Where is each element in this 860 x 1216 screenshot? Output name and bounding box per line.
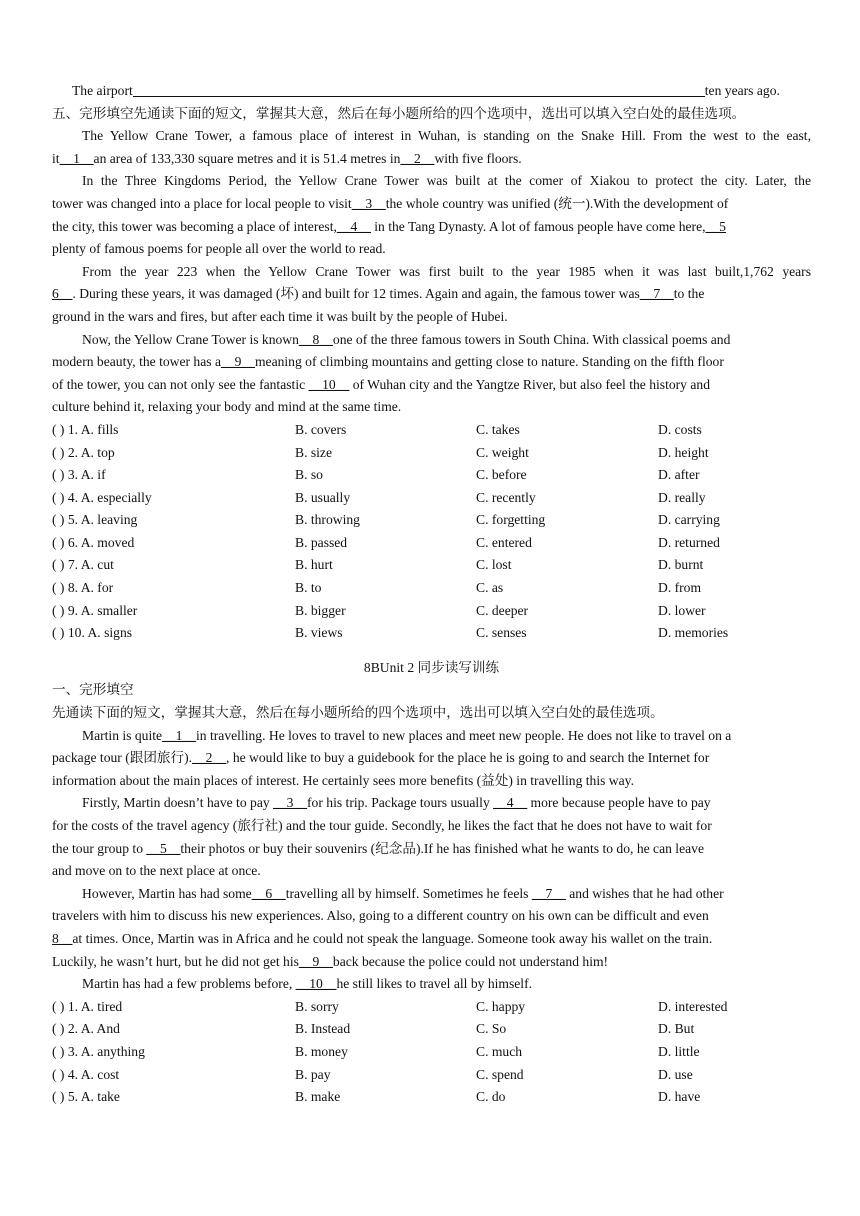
- passage-line: information about the main places of interest. He certainly sees more benefits (益处) in travelling this way.: [52, 772, 634, 788]
- passage-paragraph: [52, 973, 811, 996]
- passage-line: ground in the wars and fires, but after each time it was built by the people of Hubei.: [52, 308, 508, 324]
- question-row[interactable]: ( ) 2. A. top B. size C. weight D. height: [52, 444, 709, 460]
- blank-2[interactable]: __2__: [400, 150, 435, 166]
- passage-paragraph: [52, 725, 811, 793]
- blank-3[interactable]: __3__: [351, 195, 386, 211]
- passage-paragraph: [52, 261, 811, 329]
- blank-8[interactable]: 8: [52, 930, 59, 946]
- answer-blank[interactable]: [133, 80, 705, 97]
- passage-paragraph: [52, 170, 811, 260]
- passage-line: Martin is quite__1__in travelling. He loves to travel to new places and meet new people. He does not like to travel on a: [82, 727, 732, 743]
- blank-9[interactable]: __9__: [220, 354, 255, 370]
- section-heading: 一、完形填空: [52, 682, 134, 698]
- blank-6[interactable]: 6: [52, 286, 59, 302]
- question-row[interactable]: ( ) 4. A. especially B. usually C. recently D. really: [52, 489, 706, 505]
- question-row[interactable]: ( ) 2. A. And B. Instead C. So D. But: [52, 1021, 695, 1037]
- blank-9[interactable]: __9__: [298, 953, 333, 969]
- blank-6[interactable]: __6__: [251, 885, 286, 901]
- airport-prefix: The airport: [72, 83, 133, 98]
- section-heading: 五、完形填空先通读下面的短文，掌握其大意，然后在每小题所给的四个选项中，选出可以填入空白处的最佳选项。: [52, 105, 746, 121]
- blank-10[interactable]: __10__: [295, 976, 337, 992]
- passage-paragraph: [52, 792, 811, 882]
- question-row[interactable]: ( ) 4. A. cost B. pay C. spend D. use: [52, 1066, 693, 1082]
- passage-line: 6__. During these years, it was damaged (坏) and built for 12 times. Again and again, the famous tower was__7__to the: [52, 286, 705, 302]
- airport-suffix: ten years ago.: [704, 83, 780, 98]
- passage-line: However, Martin has had some__6__travelling all by himself. Sometimes he feels __7__ and wishes that he had other: [82, 885, 724, 901]
- passage-line: Now, the Yellow Crane Tower is known__8__one of the three famous towers in South China. With classical poems and: [82, 331, 731, 347]
- blank-7[interactable]: __7__: [639, 286, 674, 302]
- passage-line: the city, this tower was becoming a place of interest,__4__ in the Tang Dynasty. A lot of famous people have come here,__5: [52, 218, 726, 234]
- airport-sentence: [52, 80, 811, 103]
- blank-2[interactable]: __2__: [192, 750, 227, 766]
- passage-paragraph: [52, 883, 811, 973]
- blank-1[interactable]: __1__: [59, 150, 94, 166]
- question-row[interactable]: ( ) 9. A. smaller B. bigger C. deeper D. lower: [52, 602, 706, 618]
- blank-4[interactable]: __4__: [336, 218, 371, 234]
- question-row[interactable]: ( ) 1. A. tired B. sorry C. happy D. interested: [52, 998, 728, 1014]
- passage-line: it__1__an area of 133,330 square metres and it is 51.4 metres in__2__with five floors.: [52, 150, 522, 166]
- instruction-text: 先通读下面的短文，掌握其大意，然后在每小题所给的四个选项中，选出可以填入空白处的最佳选项。: [52, 705, 664, 721]
- passage-line: Luckily, he wasn’t hurt, but he did not get his__9__back because the police could not understand him!: [52, 953, 609, 969]
- unit-title: 8BUnit 2 同步读写训练: [363, 659, 500, 675]
- passage-line: of the tower, you can not only see the fantastic __10__ of Wuhan city and the Yangtze River, but also feel the history and: [52, 376, 711, 392]
- passage-line: The Yellow Crane Tower, a famous place of interest in Wuhan, is standing on the Snake Hill. From the west to the east,: [82, 128, 811, 144]
- blank-1[interactable]: __1__: [162, 727, 197, 743]
- passage-line: tower was changed into a place for local people to visit__3__the whole country was unified (统一).With the development of: [52, 195, 729, 211]
- question-row[interactable]: ( ) 1. A. fills B. covers C. takes D. costs: [52, 421, 702, 437]
- passage-line: Firstly, Martin doesn’t have to pay __3__for his trip. Package tours usually __4__ more because people have to pay: [82, 795, 711, 811]
- passage-line: the tour group to __5__their photos or buy their souvenirs (纪念品).If he has finished what he wants to do, he can leave: [52, 840, 704, 856]
- passage-line: and move on to the next place at once.: [52, 863, 261, 879]
- blank-8[interactable]: __8__: [298, 331, 333, 347]
- passage-line: plenty of famous poems for people all over the world to read.: [52, 241, 386, 257]
- worksheet-page: [52, 80, 811, 1109]
- blank-10[interactable]: __10__: [308, 376, 350, 392]
- passage-line: travelers with him to discuss his new experiences. Also, going to a different country on his own can be difficult and even: [52, 908, 709, 924]
- question-row[interactable]: ( ) 8. A. for B. to C. as D. from: [52, 580, 702, 596]
- question-list: [52, 419, 811, 645]
- passage-paragraph: [52, 329, 811, 419]
- passage-line: Martin has had a few problems before, __10__he still likes to travel all by himself.: [82, 976, 533, 992]
- question-row[interactable]: ( ) 6. A. moved B. passed C. entered D. returned: [52, 534, 720, 550]
- question-row[interactable]: ( ) 10. A. signs B. views C. senses D. memories: [52, 625, 729, 641]
- question-list: [52, 996, 811, 1109]
- blank-3[interactable]: __3__: [273, 795, 308, 811]
- blank-7[interactable]: __7__: [531, 885, 566, 901]
- passage-line: for the costs of the travel agency (旅行社) and the tour guide. Secondly, he likes the fact that he does not have to wait for: [52, 818, 712, 833]
- passage-line: culture behind it, relaxing your body and mind at the same time.: [52, 399, 402, 415]
- blank-4[interactable]: __4__: [493, 795, 528, 811]
- passage-line: modern beauty, the tower has a__9__meaning of climbing mountains and getting close to nature. Standing on the fifth floor: [52, 354, 724, 370]
- passage-line: From the year 223 when the Yellow Crane Tower was first built to the year 1985 when it was last built,1,762 years: [82, 263, 811, 279]
- passage-line: 8__at times. Once, Martin was in Africa and he could not speak the language. Someone took away his wallet on the train.: [52, 930, 713, 946]
- blank-5[interactable]: __5: [705, 218, 726, 234]
- question-row[interactable]: ( ) 5. A. leaving B. throwing C. forgetting D. carrying: [52, 512, 720, 528]
- question-row[interactable]: ( ) 3. A. anything B. money C. much D. little: [52, 1043, 700, 1059]
- passage-line: package tour (跟团旅行).__2__, he would like to buy a guidebook for the place he is going to and search the Internet for: [52, 750, 710, 766]
- question-row[interactable]: ( ) 7. A. cut B. hurt C. lost D. burnt: [52, 557, 704, 573]
- question-row[interactable]: ( ) 5. A. take B. make C. do D. have: [52, 1089, 701, 1105]
- passage-line: In the Three Kingdoms Period, the Yellow Crane Tower was built at the comer of Xiakou to protect the city. Later, the: [82, 173, 811, 189]
- question-row[interactable]: ( ) 3. A. if B. so C. before D. after: [52, 467, 700, 483]
- passage-paragraph: [52, 125, 811, 170]
- blank-5[interactable]: __5__: [146, 840, 181, 856]
